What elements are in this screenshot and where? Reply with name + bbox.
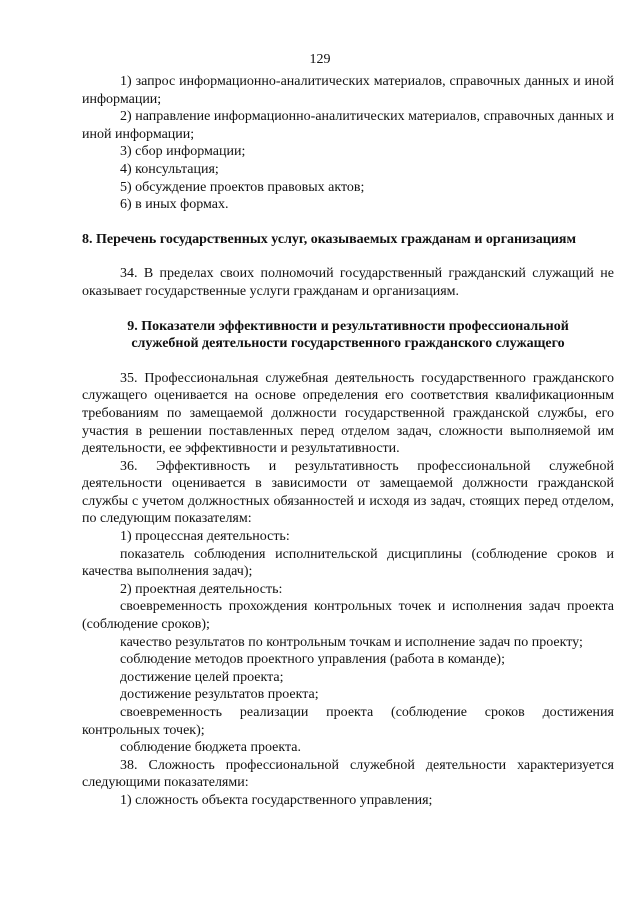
indicator-subitem: соблюдение бюджета проекта. <box>120 740 301 756</box>
indicator-subitem: достижение целей проекта; <box>120 669 284 685</box>
list-item: 2) направление информационно-аналитических материалов, справочных данных и иной информации; <box>82 109 614 142</box>
page-content <box>82 73 614 810</box>
paragraph-38: 38. Сложность профессиональной служебной деятельности характеризуется следующими показателями: <box>82 757 614 791</box>
paragraph-36: 36. Эффективность и результативность профессиональной служебной деятельности оценивается в зависимости от замещаемой должности гражданской службы с учетом должностных обязанностей и исходя из задач, стоящих перед отделом, по следующим показателям: <box>82 458 614 527</box>
section-9-heading <box>82 318 614 353</box>
section-9-heading-line1: 9. Показатели эффективности и результативности профессиональной <box>127 318 569 334</box>
indicator-item: 1) процессная деятельность: <box>120 529 290 545</box>
indicator-subitem: качество результатов по контрольным точкам и исполнение задач по проекту; <box>120 634 583 650</box>
list-item: 3) сбор информации; <box>120 144 246 160</box>
paragraph-34: 34. В пределах своих полномочий государственный гражданский служащий не оказывает государственные услуги гражданам и организациям. <box>82 266 614 299</box>
indicator-subitem: соблюдение методов проектного управления (работа в команде); <box>120 652 505 668</box>
section-9-heading-line2: служебной деятельности государственного гражданского служащего <box>131 336 565 352</box>
indicator-item: 2) проектная деятельность: <box>120 581 283 597</box>
section-8-heading: 8. Перечень государственных услуг, оказываемых гражданам и организациям <box>82 231 577 247</box>
list-item: 5) обсуждение проектов правовых актов; <box>120 179 365 195</box>
list-item: 6) в иных формах. <box>120 197 229 213</box>
indicator-subitem: своевременность прохождения контрольных точек и исполнения задач проекта (соблюдение сроков); <box>82 599 614 633</box>
indicator-subitem: показатель соблюдения исполнительской дисциплины (соблюдение сроков и качества выполнения задач); <box>82 546 614 580</box>
page-number: 129 <box>309 52 331 67</box>
indicator-subitem: достижение результатов проекта; <box>120 687 319 703</box>
list-item: 1) запрос информационно-аналитических материалов, справочных данных и иной информации; <box>82 74 614 107</box>
list-item: 4) консультация; <box>120 161 219 177</box>
indicator-subitem: своевременность реализации проекта (соблюдение сроков достижения контрольных точек); <box>82 705 614 738</box>
indicator-item: 1) сложность объекта государственного управления; <box>120 792 433 808</box>
paragraph-35: 35. Профессиональная служебная деятельность государственного гражданского служащего оценивается на основе определения его соответствия квалификационным требованиям по замещаемой должности государственной гражданской службы, его участия в решении поставленных перед отделом задач, сложности выполняемой им деятельности, ее эффективности и результативности. <box>82 370 614 457</box>
